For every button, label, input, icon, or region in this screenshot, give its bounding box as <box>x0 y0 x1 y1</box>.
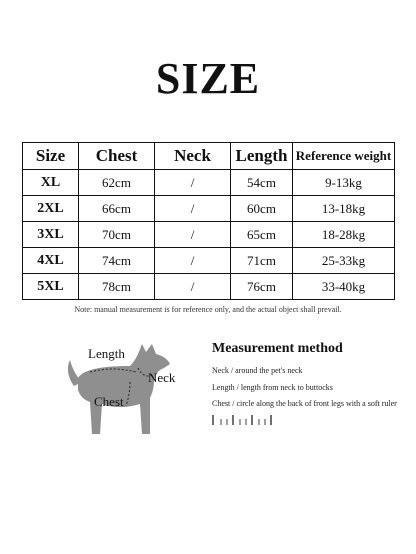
cell-size: 4XL <box>23 248 79 274</box>
method-title: Measurement method <box>212 341 343 356</box>
table-row <box>23 170 395 196</box>
table-row <box>23 222 395 248</box>
dog-measurement-diagram <box>60 338 190 458</box>
cell-length: 71cm <box>231 248 293 274</box>
header-reference-weight: Reference weight <box>293 143 395 170</box>
table-row <box>23 248 395 274</box>
header-chest: Chest <box>79 143 155 170</box>
length-label: Length <box>88 346 125 361</box>
cell-chest: 66cm <box>79 196 155 222</box>
cell-weight: 25-33kg <box>293 248 395 274</box>
cell-weight: 9-13kg <box>293 170 395 196</box>
cell-neck: / <box>155 196 231 222</box>
cell-neck: / <box>155 222 231 248</box>
cell-neck: / <box>155 170 231 196</box>
dog-silhouette-icon <box>60 338 190 458</box>
cell-length: 76cm <box>231 274 293 300</box>
cell-weight: 18-28kg <box>293 222 395 248</box>
header-neck: Neck <box>155 143 231 170</box>
method-length-line: Length / length from neck to buttocks <box>212 383 333 392</box>
method-neck-line: Neck / around the pet's neck <box>212 366 303 375</box>
table-header-row <box>23 143 395 170</box>
chest-label: Chest <box>94 394 124 409</box>
cell-length: 65cm <box>231 222 293 248</box>
header-length: Length <box>231 143 293 170</box>
cell-size: 5XL <box>23 274 79 300</box>
method-chest-line: Chest / circle along the back of front legs with a soft ruler <box>212 399 397 408</box>
cell-size: 2XL <box>23 196 79 222</box>
cell-length: 60cm <box>231 196 293 222</box>
cell-chest: 78cm <box>79 274 155 300</box>
cell-size: 3XL <box>23 222 79 248</box>
cell-chest: 74cm <box>79 248 155 274</box>
table-row <box>23 196 395 222</box>
table-row <box>23 274 395 300</box>
cell-chest: 62cm <box>79 170 155 196</box>
cell-weight: 13-18kg <box>293 196 395 222</box>
measurement-note: Note: manual measurement is for reference only, and the actual object shall prevail. <box>74 305 342 314</box>
neck-label: Neck <box>148 370 176 385</box>
cell-neck: / <box>155 248 231 274</box>
cell-size: XL <box>23 170 79 196</box>
cell-neck: / <box>155 274 231 300</box>
cell-chest: 70cm <box>79 222 155 248</box>
size-table <box>22 142 395 300</box>
cell-length: 54cm <box>231 170 293 196</box>
page-title: SIZE <box>155 54 261 103</box>
ruler-icon <box>212 414 272 426</box>
cell-weight: 33-40kg <box>293 274 395 300</box>
header-size: Size <box>23 143 79 170</box>
